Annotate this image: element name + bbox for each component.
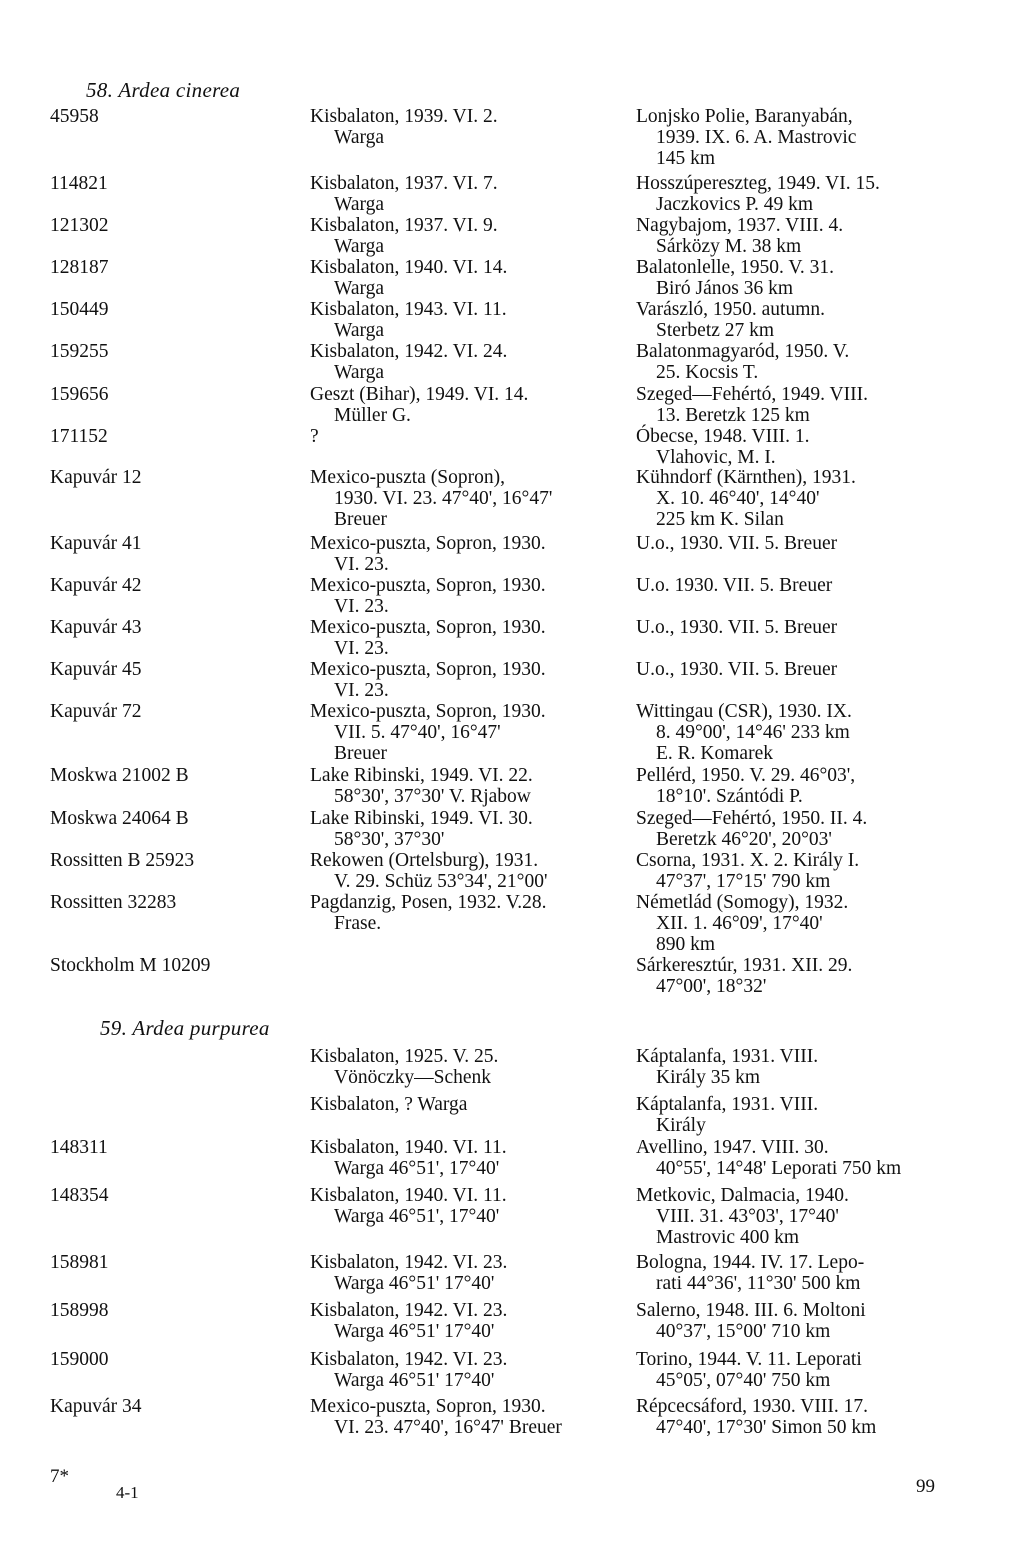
ring-number: Kapuvár 41 xyxy=(50,533,142,554)
page-number: 99 xyxy=(916,1476,935,1497)
ringing-line: VII. 5. 47°40', 16°47' xyxy=(334,722,501,743)
ringing-line: Kisbalaton, 1942. VI. 24. xyxy=(310,341,508,362)
ring-number: 159656 xyxy=(50,384,109,405)
recovery-line: E. R. Komarek xyxy=(656,743,773,764)
ringing-line: Warga xyxy=(334,362,385,383)
ring-number: Stockholm M 10209 xyxy=(50,955,211,976)
ringing-line: Kisbalaton, 1940. VI. 11. xyxy=(310,1137,507,1158)
recovery-info xyxy=(636,575,946,596)
ringing-place xyxy=(310,257,630,299)
recovery-info xyxy=(636,850,946,892)
ring-number: 158998 xyxy=(50,1300,109,1321)
ringing-place xyxy=(310,1396,630,1438)
ringing-place xyxy=(310,1300,630,1342)
ringing-line: Mexico-puszta, Sopron, 1930. xyxy=(310,659,546,680)
recovery-line: 225 km K. Silan xyxy=(656,509,784,530)
ringing-line: Müller G. xyxy=(334,405,411,426)
ringing-line: Warga 46°51' 17°40' xyxy=(334,1370,495,1391)
recovery-line: Káptalanfa, 1931. VIII. xyxy=(636,1046,819,1067)
ringing-line: Warga 46°51' 17°40' xyxy=(334,1321,495,1342)
recovery-line: U.o. 1930. VII. 5. Breuer xyxy=(636,575,833,596)
ringing-line: Kisbalaton, 1942. VI. 23. xyxy=(310,1300,508,1321)
recovery-line: Varászló, 1950. autumn. xyxy=(636,299,826,320)
recovery-info xyxy=(636,1185,946,1248)
ringing-line: V. 29. Schüz 53°34', 21°00' xyxy=(334,871,548,892)
recovery-info xyxy=(636,299,946,341)
recovery-info xyxy=(636,1252,946,1294)
ringing-line: 1930. VI. 23. 47°40', 16°47' xyxy=(334,488,553,509)
recovery-info xyxy=(636,384,946,426)
recovery-info xyxy=(636,1046,946,1088)
ring-number: Kapuvár 34 xyxy=(50,1396,142,1417)
ringing-place xyxy=(310,850,630,892)
recovery-line: Lonjsko Polie, Baranyabán, xyxy=(636,106,853,127)
recovery-info xyxy=(636,467,946,530)
ringing-line: Kisbalaton, 1939. VI. 2. xyxy=(310,106,498,127)
ringing-line: Warga xyxy=(334,320,385,341)
recovery-info xyxy=(636,955,946,997)
recovery-line: 13. Beretzk 125 km xyxy=(656,405,810,426)
ringing-place xyxy=(310,701,630,764)
section-number: 58. xyxy=(86,78,114,102)
sheet-mark: 4-1 xyxy=(116,1483,139,1502)
ringing-place xyxy=(310,215,630,257)
recovery-line: 47°40', 17°30' Simon 50 km xyxy=(656,1417,877,1438)
recovery-info xyxy=(636,808,946,850)
ringing-line: Kisbalaton, 1942. VI. 23. xyxy=(310,1349,508,1370)
recovery-line: 40°55', 14°48' Leporati 750 km xyxy=(656,1158,902,1179)
ringing-line: Breuer xyxy=(334,743,388,764)
recovery-line: Hosszúpereszteg, 1949. VI. 15. xyxy=(636,173,880,194)
ring-number: 159255 xyxy=(50,341,109,362)
ring-number: Kapuvár 43 xyxy=(50,617,142,638)
recovery-line: Répcecsáford, 1930. VIII. 17. xyxy=(636,1396,868,1417)
ringing-place xyxy=(310,341,630,383)
ringing-place xyxy=(310,1349,630,1391)
recovery-line: Nagybajom, 1937. VIII. 4. xyxy=(636,215,844,236)
ringing-line: Warga xyxy=(334,236,385,257)
ringing-place xyxy=(310,659,630,701)
ring-number: Rossitten 32283 xyxy=(50,892,177,913)
recovery-info xyxy=(636,215,946,257)
recovery-line: Salerno, 1948. III. 6. Moltoni xyxy=(636,1300,866,1321)
recovery-line: Torino, 1944. V. 11. Leporati xyxy=(636,1349,862,1370)
recovery-line: Szeged—Fehértó, 1950. II. 4. xyxy=(636,808,868,829)
recovery-line: Király xyxy=(656,1115,706,1136)
recovery-line: Biró János 36 km xyxy=(656,278,794,299)
recovery-line: Kühndorf (Kärnthen), 1931. xyxy=(636,467,856,488)
ring-number: Moskwa 24064 B xyxy=(50,808,189,829)
signature-mark: 7* xyxy=(50,1466,69,1487)
ringing-line: Kisbalaton, 1940. VI. 14. xyxy=(310,257,508,278)
ring-number: Kapuvár 12 xyxy=(50,467,142,488)
recovery-line: U.o., 1930. VII. 5. Breuer xyxy=(636,617,838,638)
recovery-line: Csorna, 1931. X. 2. Király I. xyxy=(636,850,860,871)
recovery-line: 8. 49°00', 14°46' 233 km xyxy=(656,722,850,743)
ringing-line: Warga xyxy=(334,278,385,299)
ring-number: 121302 xyxy=(50,215,109,236)
recovery-info xyxy=(636,173,946,215)
ringing-line: VI. 23. 47°40', 16°47' Breuer xyxy=(334,1417,562,1438)
recovery-line: Bologna, 1944. IV. 17. Lepo- xyxy=(636,1252,865,1273)
recovery-info xyxy=(636,1396,946,1438)
recovery-info xyxy=(636,341,946,383)
ring-number: 45958 xyxy=(50,106,99,127)
recovery-line: Vlahovic, M. I. xyxy=(656,447,776,468)
recovery-line: U.o., 1930. VII. 5. Breuer xyxy=(636,533,838,554)
recovery-line: Balatonmagyaród, 1950. V. xyxy=(636,341,850,362)
ringing-line: Lake Ribinski, 1949. VI. 30. xyxy=(310,808,533,829)
ringing-line: Geszt (Bihar), 1949. VI. 14. xyxy=(310,384,529,405)
recovery-line: Metkovic, Dalmacia, 1940. xyxy=(636,1185,849,1206)
recovery-line: X. 10. 46°40', 14°40' xyxy=(656,488,820,509)
recovery-line: 18°10'. Szántódi P. xyxy=(656,786,803,807)
ring-number: 171152 xyxy=(50,426,108,447)
ringing-place xyxy=(310,1137,630,1179)
recovery-info xyxy=(636,659,946,680)
ringing-place xyxy=(310,1185,630,1227)
ringing-line: Warga 46°51', 17°40' xyxy=(334,1158,500,1179)
ringing-line: Kisbalaton, 1937. VI. 9. xyxy=(310,215,498,236)
ringing-place xyxy=(310,173,630,215)
ringing-place xyxy=(310,1252,630,1294)
ringing-line: Warga 46°51', 17°40' xyxy=(334,1206,500,1227)
recovery-info xyxy=(636,257,946,299)
recovery-info xyxy=(636,892,946,955)
ringing-line: Mexico-puszta, Sopron, 1930. xyxy=(310,575,546,596)
ring-number: 150449 xyxy=(50,299,109,320)
recovery-line: Avellino, 1947. VIII. 30. xyxy=(636,1137,829,1158)
ringing-line: Warga xyxy=(334,194,385,215)
recovery-line: Mastrovic 400 km xyxy=(656,1227,799,1248)
ringing-place xyxy=(310,808,630,850)
ringing-place xyxy=(310,1094,630,1115)
ringing-place xyxy=(310,892,630,934)
ring-number: Kapuvár 72 xyxy=(50,701,142,722)
recovery-info xyxy=(636,1094,946,1136)
ringing-line: VI. 23. xyxy=(334,680,389,701)
recovery-info xyxy=(636,617,946,638)
recovery-line: Wittingau (CSR), 1930. IX. xyxy=(636,701,852,722)
ringing-line: Kisbalaton, 1940. VI. 11. xyxy=(310,1185,507,1206)
ringing-line: Rekowen (Ortelsburg), 1931. xyxy=(310,850,539,871)
recovery-info xyxy=(636,426,946,468)
ring-number: 148311 xyxy=(50,1137,108,1158)
recovery-line: Sárkeresztúr, 1931. XII. 29. xyxy=(636,955,853,976)
species-name: Ardea purpurea xyxy=(132,1016,270,1040)
ringing-line: ? xyxy=(310,426,319,447)
recovery-line: 47°37', 17°15' 790 km xyxy=(656,871,831,892)
ringing-line: 58°30', 37°30' V. Rjabow xyxy=(334,786,531,807)
recovery-info xyxy=(636,106,946,169)
section-number: 59. xyxy=(100,1016,128,1040)
recovery-line: 1939. IX. 6. A. Mastrovic xyxy=(656,127,857,148)
species-name: Ardea cinerea xyxy=(118,78,241,102)
recovery-line: XII. 1. 46°09', 17°40' xyxy=(656,913,823,934)
recovery-line: Jaczkovics P. 49 km xyxy=(656,194,814,215)
recovery-line: Szeged—Fehértó, 1949. VIII. xyxy=(636,384,868,405)
ringing-line: 58°30', 37°30' xyxy=(334,829,445,850)
recovery-line: 45°05', 07°40' 750 km xyxy=(656,1370,831,1391)
recovery-line: Németlád (Somogy), 1932. xyxy=(636,892,849,913)
ringing-place xyxy=(310,299,630,341)
ring-number: 158981 xyxy=(50,1252,109,1273)
ring-number: Rossitten B 25923 xyxy=(50,850,195,871)
ringing-line: Mexico-puszta, Sopron, 1930. xyxy=(310,701,546,722)
recovery-line: 40°37', 15°00' 710 km xyxy=(656,1321,831,1342)
ringing-line: Mexico-puszta, Sopron, 1930. xyxy=(310,1396,546,1417)
recovery-line: U.o., 1930. VII. 5. Breuer xyxy=(636,659,838,680)
section-heading-58 xyxy=(86,78,240,103)
recovery-info xyxy=(636,701,946,764)
ringing-line: Mexico-puszta, Sopron, 1930. xyxy=(310,617,546,638)
ringing-line: Warga 46°51' 17°40' xyxy=(334,1273,495,1294)
ring-number: Moskwa 21002 B xyxy=(50,765,189,786)
ring-number: 114821 xyxy=(50,173,108,194)
ring-number: Kapuvár 45 xyxy=(50,659,142,680)
recovery-info xyxy=(636,1300,946,1342)
ring-number: Kapuvár 42 xyxy=(50,575,142,596)
recovery-info xyxy=(636,1349,946,1391)
recovery-info xyxy=(636,1137,946,1179)
ringing-line: Kisbalaton, 1925. V. 25. xyxy=(310,1046,499,1067)
ringing-line: VI. 23. xyxy=(334,638,389,659)
ring-number: 159000 xyxy=(50,1349,109,1370)
recovery-line: 890 km xyxy=(656,934,716,955)
recovery-line: Beretzk 46°20', 20°03' xyxy=(656,829,832,850)
section-heading-59 xyxy=(100,1016,270,1041)
ringing-place xyxy=(310,106,630,148)
ringing-line: VI. 23. xyxy=(334,554,389,575)
recovery-line: Óbecse, 1948. VIII. 1. xyxy=(636,426,810,447)
ringing-place xyxy=(310,426,630,447)
ring-number: 148354 xyxy=(50,1185,109,1206)
recovery-line: 145 km xyxy=(656,148,716,169)
recovery-line: Balatonlelle, 1950. V. 31. xyxy=(636,257,835,278)
ringing-place xyxy=(310,1046,630,1088)
recovery-line: 25. Kocsis T. xyxy=(656,362,759,383)
ringing-line: Kisbalaton, 1943. VI. 11. xyxy=(310,299,507,320)
recovery-line: VIII. 31. 43°03', 17°40' xyxy=(656,1206,839,1227)
ringing-line: Mexico-puszta, Sopron, 1930. xyxy=(310,533,546,554)
ringing-line: Breuer xyxy=(334,509,388,530)
ringing-place xyxy=(310,384,630,426)
recovery-line: Király 35 km xyxy=(656,1067,760,1088)
ringing-line: Kisbalaton, 1937. VI. 7. xyxy=(310,173,498,194)
ringing-line: Frase. xyxy=(334,913,382,934)
recovery-line: rati 44°36', 11°30' 500 km xyxy=(656,1273,861,1294)
recovery-line: Sterbetz 27 km xyxy=(656,320,775,341)
recovery-line: Sárközy M. 38 km xyxy=(656,236,802,257)
ringing-line: Pagdanzig, Posen, 1932. V.28. xyxy=(310,892,547,913)
ringing-line: Kisbalaton, 1942. VI. 23. xyxy=(310,1252,508,1273)
ringing-line: Mexico-puszta (Sopron), xyxy=(310,467,505,488)
recovery-info xyxy=(636,765,946,807)
recovery-line: Pellérd, 1950. V. 29. 46°03', xyxy=(636,765,856,786)
ringing-place xyxy=(310,765,630,807)
recovery-line: Káptalanfa, 1931. VIII. xyxy=(636,1094,819,1115)
ringing-place xyxy=(310,617,630,659)
ringing-line: Warga xyxy=(334,127,385,148)
ringing-line: Vönöczky—Schenk xyxy=(334,1067,492,1088)
ringing-place xyxy=(310,533,630,575)
ringing-line: VI. 23. xyxy=(334,596,389,617)
ring-number: 128187 xyxy=(50,257,109,278)
ringing-line: Kisbalaton, ? Warga xyxy=(310,1094,468,1115)
ringing-place xyxy=(310,575,630,617)
recovery-info xyxy=(636,533,946,554)
ringing-line: Lake Ribinski, 1949. VI. 22. xyxy=(310,765,533,786)
ringing-place xyxy=(310,467,630,530)
recovery-line: 47°00', 18°32' xyxy=(656,976,767,997)
